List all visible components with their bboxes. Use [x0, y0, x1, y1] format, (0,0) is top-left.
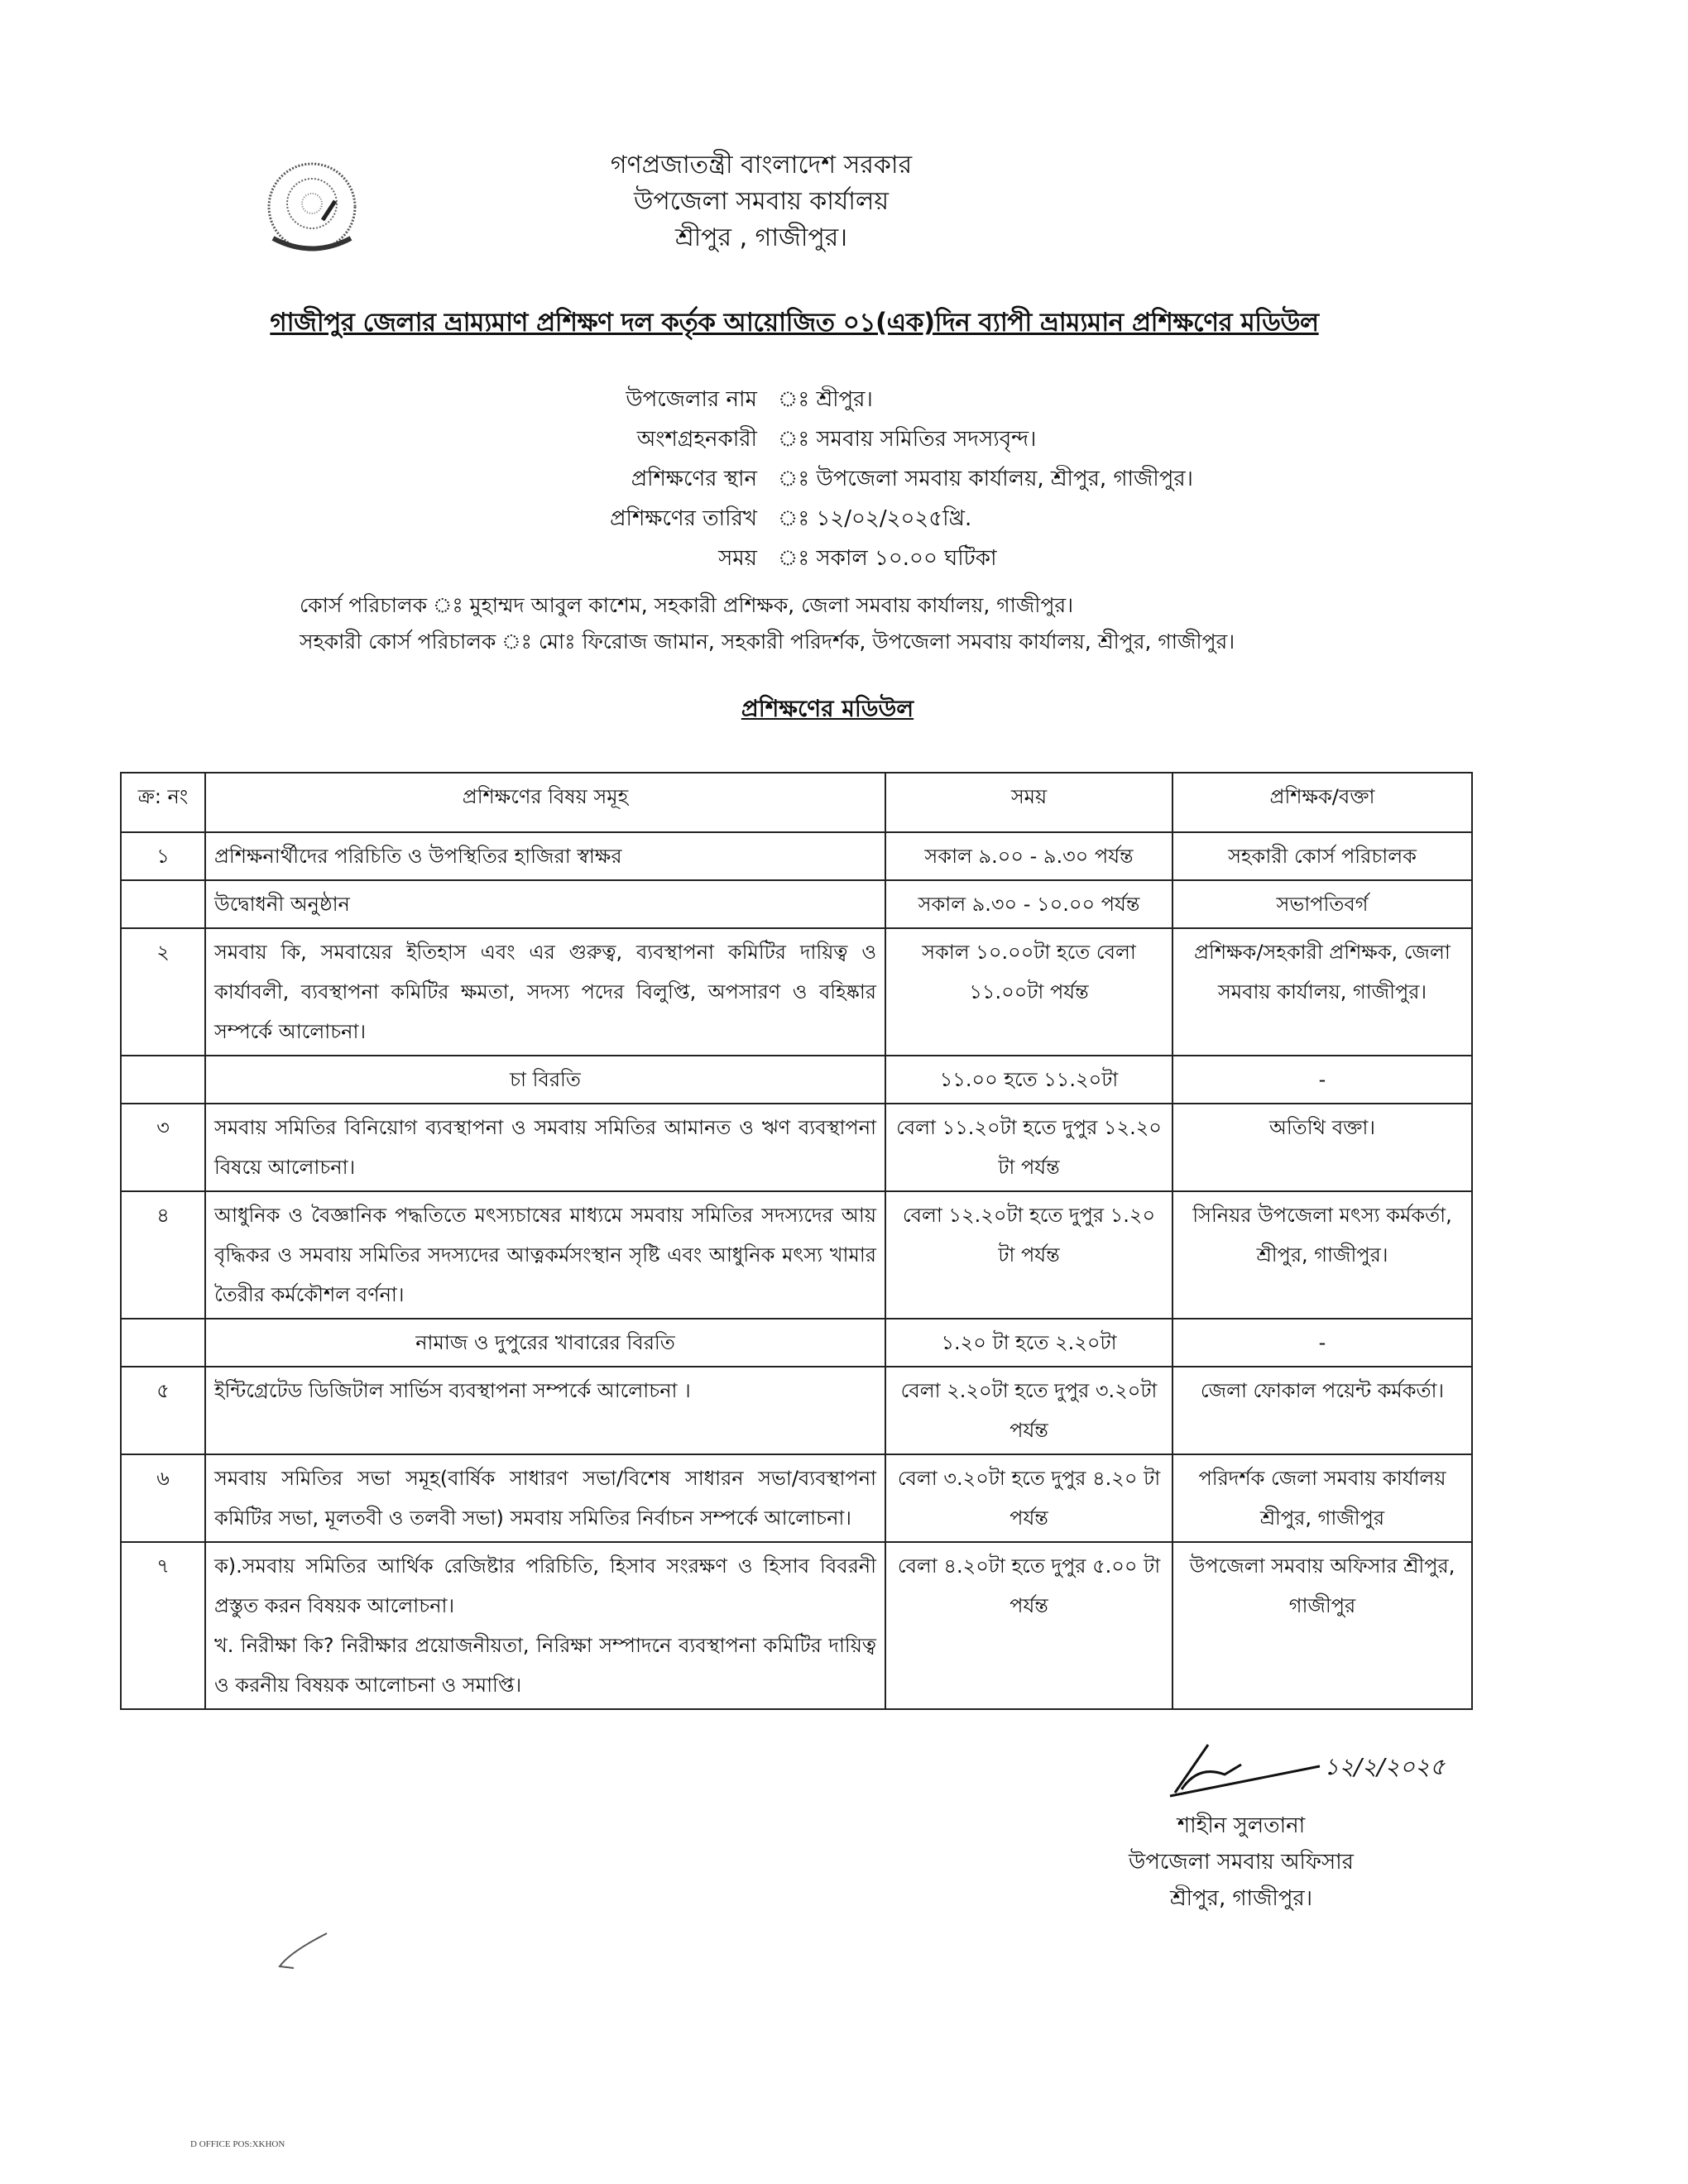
table-header-row	[121, 773, 1472, 832]
course-director: কোর্স পরিচালক ঃ মুহাম্মদ আবুল কাশেম, সহকারী প্রশিক্ষক, জেলা সমবায় কার্যালয়, গাজীপুর।	[300, 593, 1074, 617]
government-seal-logo	[257, 156, 368, 267]
row-speaker: সিনিয়র উপজেলা মৎস্য কর্মকর্তা, শ্রীপুর, গাজীপুর।	[1172, 1191, 1472, 1319]
row-time: ১.২০ টা হতে ২.২০টা	[885, 1319, 1172, 1367]
signature-block	[1067, 1808, 1415, 1917]
header-speaker: প্রশিক্ষক/বক্তা	[1172, 773, 1472, 832]
asst-course-director: সহকারী কোর্স পরিচালক ঃ মোঃ ফিরোজ জামান, সহকারী পরিদর্শক, উপজেলা সমবায় কার্যালয়, শ্রীপুর, গাজীপুর।	[300, 630, 1235, 654]
header-topic: প্রশিক্ষণের বিষয় সমূহ	[205, 773, 885, 832]
row-serial	[121, 1056, 205, 1104]
row-speaker: পরিদর্শক জেলা সমবায় কার্যালয় শ্রীপুর, গাজীপুর	[1172, 1454, 1472, 1542]
row-topic: উদ্বোধনী অনুষ্ঠান	[205, 880, 885, 928]
row-topic: চা বিরতি	[205, 1056, 885, 1104]
info-value: ঃ সকাল ১০.০০ ঘটিকা	[778, 546, 997, 571]
table-row-break	[121, 1319, 1472, 1367]
row-serial: ৫	[121, 1367, 205, 1454]
row-topic: প্রশিক্ষনার্থীদের পরিচিতি ও উপস্থিতির হাজিরা স্বাক্ষর	[205, 832, 885, 880]
table-row	[121, 832, 1472, 880]
table-row	[121, 1454, 1472, 1542]
row-speaker: উপজেলা সমবায় অফিসার শ্রীপুর, গাজীপুর	[1172, 1542, 1472, 1709]
row-time: ১১.০০ হতে ১১.২০টা	[885, 1056, 1172, 1104]
info-value: ঃ সমবায় সমিতির সদস্যবৃন্দ।	[778, 427, 1037, 452]
handwritten-signature	[1158, 1741, 1349, 1799]
office-location: শ্রীপুর , গাজীপুর।	[674, 223, 848, 252]
signatory-location: শ্রীপুর, গাজীপুর।	[1169, 1886, 1313, 1911]
table-row	[121, 1191, 1472, 1319]
footer-watermark: D OFFICE POS:XKHON	[190, 2139, 285, 2149]
row-serial: ৪	[121, 1191, 205, 1319]
row-speaker: জেলা ফোকাল পয়েন্ট কর্মকর্তা।	[1172, 1367, 1472, 1454]
info-value: ঃ ১২/০২/২০২৫খ্রি.	[778, 506, 972, 531]
info-label: প্রশিক্ষণের স্থান	[631, 467, 757, 491]
signatory-name: শাহীন সুলতানা	[1177, 1813, 1306, 1838]
info-label: প্রশিক্ষণের তারিখ	[610, 506, 757, 531]
row-topic	[205, 1542, 885, 1709]
row-speaker: -	[1172, 1319, 1472, 1367]
module-title: প্রশিক্ষণের মডিউল	[741, 695, 914, 722]
row-time: বেলা ১১.২০টা হতে দুপুর ১২.২০ টা পর্যন্ত	[885, 1104, 1172, 1191]
header-serial: ক্র: নং	[121, 773, 205, 832]
row-speaker: অতিথি বক্তা।	[1172, 1104, 1472, 1191]
pen-mark	[273, 1932, 331, 1973]
row-topic: আধুনিক ও বৈজ্ঞানিক পদ্ধতিতে মৎস্যচাষের মাধ্যমে সমবায় সমিতির সদস্যদের আয় বৃদ্ধিকর ও সমবায় সমিতির সদস্যদের আত্নকর্মসংস্থান সৃষ্টি এবং আধুনিক মৎস্য খামার তৈরীর কর্মকৌশল বর্ণনা।	[205, 1191, 885, 1319]
row-time: সকাল ৯.০০ - ৯.৩০ পর্যন্ত	[885, 832, 1172, 880]
info-value: ঃ শ্রীপুর।	[778, 387, 873, 412]
row-speaker: প্রশিক্ষক/সহকারী প্রশিক্ষক, জেলা সমবায় কার্যালয়, গাজীপুর।	[1172, 928, 1472, 1056]
row-topic: ইন্টিগ্রেটেড ডিজিটাল সার্ভিস ব্যবস্থাপনা সম্পর্কে আলোচনা ।	[205, 1367, 885, 1454]
info-label: সময়	[718, 546, 757, 571]
table-row-break	[121, 1056, 1472, 1104]
signature-date: ১২/২/২০২৫	[1324, 1753, 1446, 1780]
row-speaker: সহকারী কোর্স পরিচালক	[1172, 832, 1472, 880]
row-time: বেলা ৩.২০টা হতে দুপুর ৪.২০ টা পর্যন্ত	[885, 1454, 1172, 1542]
header-time: সময়	[885, 773, 1172, 832]
row-serial: ১	[121, 832, 205, 880]
info-label: উপজেলার নাম	[626, 387, 757, 412]
row-time: বেলা ১২.২০টা হতে দুপুর ১.২০ টা পর্যন্ত	[885, 1191, 1172, 1319]
row-topic: সমবায় কি, সমবায়ের ইতিহাস এবং এর গুরুত্ব, ব্যবস্থাপনা কমিটির দায়িত্ব ও কার্যাবলী, ব্যবস্থাপনা কমিটির ক্ষমতা, সদস্য পদের বিলুপ্তি, অপসারণ ও বহিষ্কার সম্পর্কে আলোচনা।	[205, 928, 885, 1056]
office-name: উপজেলা সমবায় কার্যালয়	[634, 187, 889, 216]
table-row	[121, 880, 1472, 928]
document-title: গাজীপুর জেলার ভ্রাম্যমাণ প্রশিক্ষণ দল কর্তৃক আয়োজিত ০১(এক)দিন ব্যাপী ভ্রাম্যমান প্রশিক্ষণের মডিউল	[270, 308, 1319, 338]
info-label: অংশগ্রহনকারী	[636, 427, 757, 452]
row-time: বেলা ২.২০টা হতে দুপুর ৩.২০টা পর্যন্ত	[885, 1367, 1172, 1454]
row-time: বেলা ৪.২০টা হতে দুপুর ৫.০০ টা পর্যন্ত	[885, 1542, 1172, 1709]
row-topic-part-a: ক).সমবায় সমিতির আর্থিক রেজিষ্টার পরিচিতি, হিসাব সংরক্ষণ ও হিসাব বিবরনী প্রস্তুত করন বিষয়ক আলোচনা।	[214, 1554, 876, 1617]
signatory-designation: উপজেলা সমবায় অফিসার	[1129, 1850, 1354, 1875]
training-module-table	[120, 772, 1473, 1710]
table-row	[121, 1367, 1472, 1454]
table-row	[121, 928, 1472, 1056]
row-speaker: সভাপতিবর্গ	[1172, 880, 1472, 928]
gov-name: গণপ্রজাতন্ত্রী বাংলাদেশ সরকার	[610, 151, 913, 180]
row-topic-part-b: খ. নিরীক্ষা কি? নিরীক্ষার প্রয়োজনীয়তা, নিরিক্ষা সম্পাদনে ব্যবস্থাপনা কমিটির দায়িত্ব ও করনীয় বিষয়ক আলোচনা ও সমাপ্তি।	[214, 1634, 876, 1697]
row-speaker: -	[1172, 1056, 1472, 1104]
row-serial: ৭	[121, 1542, 205, 1709]
info-value: ঃ উপজেলা সমবায় কার্যালয়, শ্রীপুর, গাজীপুর।	[778, 467, 1193, 491]
row-topic: নামাজ ও দুপুরের খাবারের বিরতি	[205, 1319, 885, 1367]
row-serial	[121, 880, 205, 928]
row-serial: ২	[121, 928, 205, 1056]
row-time: সকাল ৯.৩০ - ১০.০০ পর্যন্ত	[885, 880, 1172, 928]
row-serial	[121, 1319, 205, 1367]
row-topic: সমবায় সমিতির সভা সমূহ(বার্ষিক সাধারণ সভা/বিশেষ সাধারন সভা/ব্যবস্থাপনা কমিটির সভা, মূলতবী ও তলবী সভা) সমবায় সমিতির নির্বাচন সম্পর্কে আলোচনা।	[205, 1454, 885, 1542]
row-time: সকাল ১০.০০টা হতে বেলা ১১.০০টা পর্যন্ত	[885, 928, 1172, 1056]
row-serial: ৬	[121, 1454, 205, 1542]
table-row	[121, 1104, 1472, 1191]
table-row	[121, 1542, 1472, 1709]
row-topic: সমবায় সমিতির বিনিয়োগ ব্যবস্থাপনা ও সমবায় সমিতির আমানত ও ঋণ ব্যবস্থাপনা বিষয়ে আলোচনা।	[205, 1104, 885, 1191]
row-serial: ৩	[121, 1104, 205, 1191]
